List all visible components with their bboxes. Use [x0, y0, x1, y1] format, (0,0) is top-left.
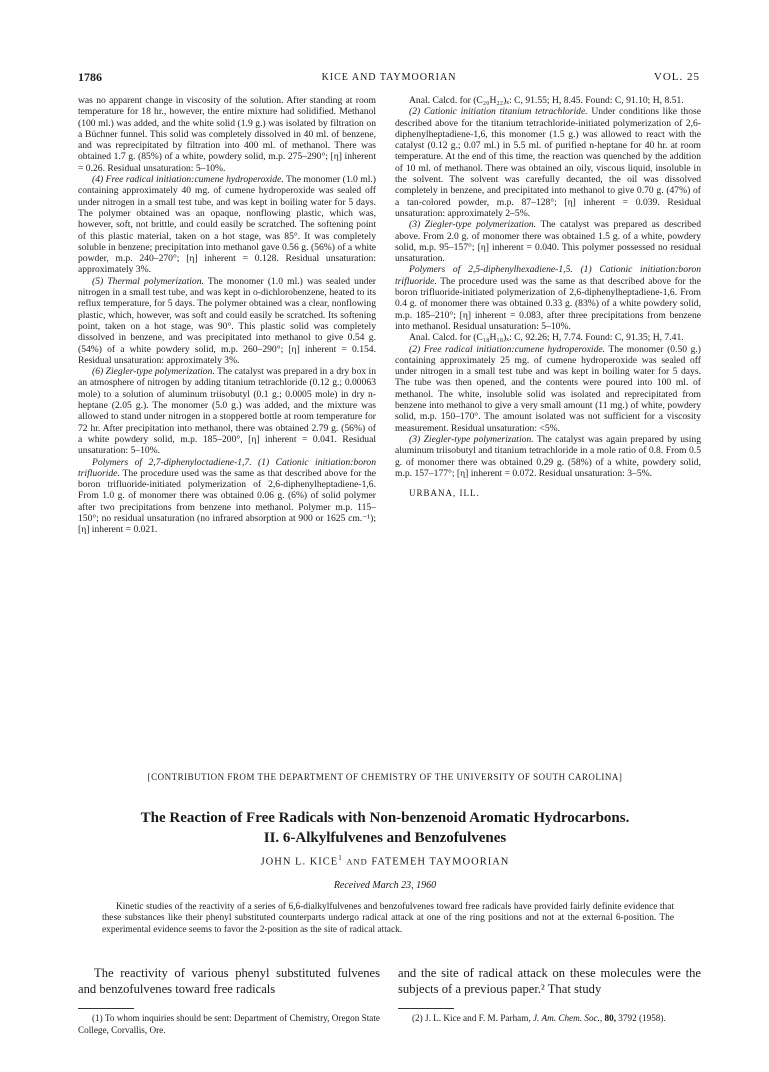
paragraph: was no apparent change in viscosity of the solution. After standing at room temperature for 18 hr., however, the entire mixture had solidified. Methanol (100 ml.) was added, and the white solid (1.9 g.) was isolated by filtration on a Büchner funnel. This solid was completely dissolved in 40 ml. of benzene, and was reprecipitated by filtration into 400 ml. of methanol. There was obtained 1.7 g. (85%) of a white, powdery solid, m.p. 275–290°; [η] inherent = 0.26. Residual unsaturation: 5–10%.: [78, 95, 376, 174]
subtitle-line: II. 6-Alkylfulvenes and Benzofulvenes: [263, 830, 507, 846]
contribution-line: [CONTRIBUTION FROM THE DEPARTMENT OF CHEMISTRY OF THE UNIVERSITY OF SOUTH CAROLINA]: [147, 772, 623, 782]
section-label: (3) Ziegler-type polymerization.: [409, 433, 534, 445]
running-head: KICE AND TAYMOORIAN: [321, 72, 457, 83]
author-name: JOHN L. KICE: [260, 856, 339, 868]
body-text-left: The reactivity of various phenyl substituted fulvenes and benzofulvenes toward free radicals: [78, 966, 380, 996]
volume-label: VOL. 25: [653, 71, 700, 83]
paragraph: (3) Ziegler-type polymerization. The catalyst was prepared as described above. From 2.0 g. of monomer there was obtained 1.5 g. of a white, powdery solid, m.p. 95–157°; [η] inherent = 0.040. This polymer possessed no residual unsaturation.: [395, 219, 701, 265]
authors: [60, 854, 710, 868]
footnote-rule: [78, 1008, 134, 1009]
footnote-marker: 1: [338, 854, 343, 862]
paragraph: Polymers of 2,7-diphenyloctadiene-1,7. (1) Cationic initiation:boron trifluoride. The procedure used was the same as that described above for the boron trifluoride-initiated polymerization of 2,6-diphenylheptadiene-1,6. From 1.0 g. of monomer there was obtained 0.06 g. (6%) of solid polymer after two precipitations from benzene into methanol. Polymer m.p. 115–150°; no residual unsaturation (no infrared absorption at 900 or 1625 cm.⁻¹); [η] inherent = 0.021.: [78, 456, 376, 536]
section-label: (2) Free radical initiation:cumene hydroperoxide.: [409, 343, 606, 355]
article-title: [60, 808, 710, 848]
section-label: (3) Ziegler-type polymerization.: [409, 219, 537, 231]
body-text-right: and the site of radical attack on these molecules were the subjects of a previous paper.² That study: [398, 966, 701, 996]
paragraph: Anal. Calcd. for (C₂₀H₂₂)ₓ: C, 91.55; H, 8.45. Found: C, 91.10; H, 8.51.: [409, 95, 684, 106]
signature: URBANA, ILL.: [409, 488, 480, 499]
received-date: Received March 23, 1960: [333, 880, 437, 891]
journal-name: J. Am. Chem. Soc.,: [532, 1013, 603, 1023]
right-column: [395, 95, 701, 499]
paragraph: (5) Thermal polymerization. The monomer (1.0 ml.) was sealed under nitrogen in a small test tube, and was kept in o-dichlorobenzene, heated to its reflux temperature, for 5 days. The polymer obtained was a clear, nonflowing plastic, which, however, was soft and could easily be scratched. Its softening point, taken on a hot stage, was 90°. This plastic solid was completely dissolved in benzene, and was precipitated into methanol to give 0.54 g. (54%) of a white powdery solid, m.p. 260–290°; [η] inherent = 0.154. Residual unsaturation: approximately 3%.: [78, 275, 376, 366]
page-number: 1786: [78, 70, 102, 84]
section-label: (5) Thermal polymerization.: [92, 275, 204, 287]
paragraph: (2) Free radical initiation:cumene hydroperoxide. The monomer (0.50 g.) containing approximately 25 mg. of cumene hydroperoxide was sealed off under nitrogen in a small test tube and was kept in boiling water for 5 days. The tube was then opened, and the contents were poured into 100 ml. of methanol. The white, insoluble solid was isolated and reprecipitated from benzene into methanol to give a very small amount (11 mg.) of white, powdery solid, m.p. 150–170°. The amount isolated was not sufficient for a viscosity measurement. Residual unsaturation: <5%.: [395, 343, 701, 434]
section-label: (2) Cationic initiation titanium tetrachloride.: [409, 106, 588, 118]
section-label: Polymers of 2,7-diphenyloctadiene-1,7. (1) Cationic initiation:boron trifluoride.: [78, 456, 376, 479]
footnote-1: (1) To whom inquiries should be sent: Department of Chemistry, Oregon State College, Corvallis, Ore.: [78, 1013, 380, 1035]
paragraph: (3) Ziegler-type polymerization. The catalyst was again prepared by using aluminum triisobutyl and titanium tetrachloride in a mole ratio of 0.8. From 0.5 g. of monomer there was obtained 0.29 g. (58%) of a white, powdery solid, m.p. 157–177°; [η] inherent = 0.072. Residual unsaturation: 3–5%.: [395, 433, 701, 479]
journal-volume: 80,: [604, 1013, 616, 1023]
abstract: Kinetic studies of the reactivity of a series of 6,6-dialkylfulvenes and benzofulvenes toward free radicals have provided fairly definite evidence that these substances like their phenyl substituted counterparts undergo radical attack at one of the ring positions and not at the external 6-position. The experimental evidence seems to favor the 2-position as the site of radical attack.: [102, 902, 674, 935]
left-column: [78, 95, 376, 536]
paragraph: (6) Ziegler-type polymerization. The catalyst was prepared in a dry box in an atmosphere of nitrogen by adding titanium tetrachloride (0.12 g.; 0.00063 mole) to a solution of aluminum triisobutyl (0.1 g.; 0.0005 mole) in dry n-heptane (2.05 g.). The monomer (5.0 g.) was added, and the mixture was allowed to stand under nitrogen in a stoppered bottle at room temperature for 72 hr. After precipitation into methanol, there was obtained 2.79 g. (56%) of a white powdery solid, m.p. 185–200°, [η] inherent = 0.041. Residual unsaturation: 5–10%.: [78, 366, 376, 457]
title-line: The Reaction of Free Radicals with Non-benzenoid Aromatic Hydrocarbons.: [140, 810, 630, 826]
paragraph: (4) Free radical initiation:cumene hydroperoxide. The monomer (1.0 ml.) containing approximately 40 mg. of cumene hydroperoxide was sealed off under nitrogen in a small test tube, and was kept in boiling water for 5 days. The polymer obtained was an opaque, nonflowing plastic, which was, however, soft, not brittle, and could easily be scratched. The softening point of this plastic material, taken on a hot stage, was 85°. It was completely soluble in benzene; precipitation into methanol gave 0.56 g. (56%) of a white powder, m.p. 240–270°; [η] inherent = 0.128. Residual unsaturation: approximately 3%.: [78, 174, 376, 276]
section-label: (4) Free radical initiation:cumene hydroperoxide.: [92, 174, 284, 186]
footnote-2: (2) J. L. Kice and F. M. Parham, J. Am. Chem. Soc., 80, 3792 (1958).: [412, 1013, 666, 1023]
author-separator: AND: [346, 856, 368, 867]
section-label: Polymers of 2,5-diphenylhexadiene-1,5. (1) Cationic initiation:boron trifluoride.: [395, 264, 701, 287]
footnote-rule: [398, 1008, 454, 1009]
section-label: (6) Ziegler-type polymerization.: [92, 366, 215, 378]
author-name: FATEMEH TAYMOORIAN: [371, 856, 510, 868]
page-header: [78, 70, 700, 86]
paragraph: Polymers of 2,5-diphenylhexadiene-1,5. (1) Cationic initiation:boron trifluoride. The procedure used was the same as that described above for the boron trifluoride-initiated polymerization of 2,6-diphenylheptadiene-1,6. From 0.4 g. of monomer there was obtained 0.33 g. (83%) of a white powdery solid, m.p. 185–210°; [η] inherent = 0.083, after three precipitations from benzene into methanol. Residual unsaturation: 5–10%.: [395, 264, 701, 332]
paragraph: Anal. Calcd. for (C₁₈H₁₈)ₓ: C, 92.26; H, 7.74. Found: C, 91.35; H, 7.41.: [409, 332, 684, 344]
paragraph: (2) Cationic initiation titanium tetrachloride. Under conditions like those described above for the titanium tetrachloride-initiated polymerization of 2,6-diphenylheptadiene-1,6, this monomer (1.5 g.) was allowed to react with the catalyst (0.12 g.; 0.07 ml.) in 5.5 ml. of purified n-heptane for 40 hr. at room temperature. At the end of this time, the reaction was quenched by the addition of 10 ml. of methanol. There was obtained an oily, viscous liquid, insoluble in the solvent. The solvent was carefully decanted, the oil was dissolved completely in benzene, and precipitated into methanol to give 0.70 g. (47%) of a tan-colored powder, m.p. 87–128°; [η] inherent = 0.039. Residual unsaturation: approximately 2–5%.: [395, 106, 701, 219]
